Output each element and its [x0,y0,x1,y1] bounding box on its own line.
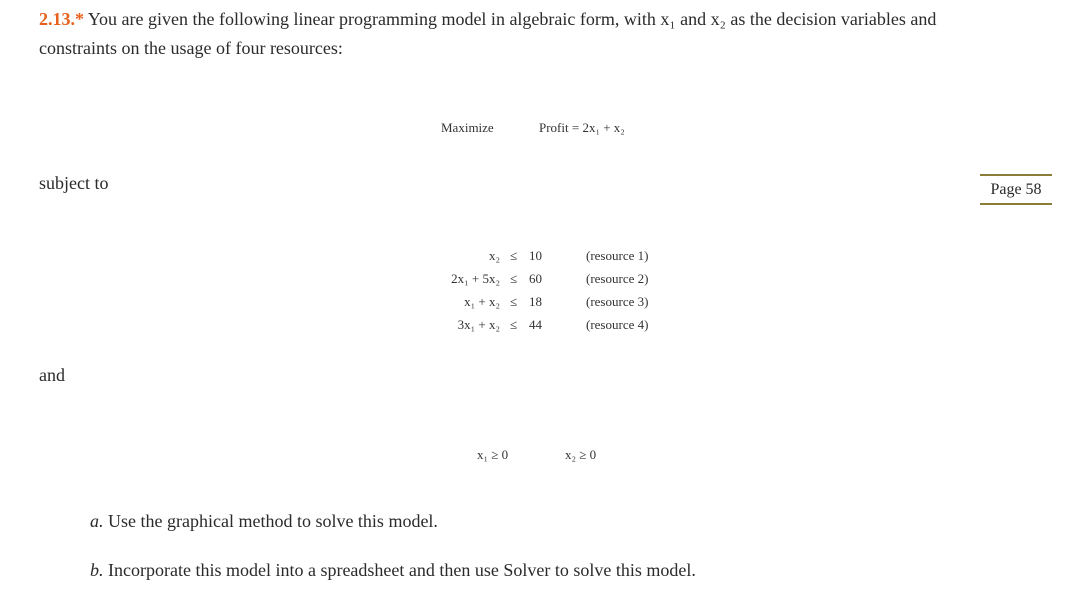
constraint-rhs: 18 [529,294,542,309]
and-label: and [39,365,65,385]
part-b-text: Incorporate this model into a spreadsheet and then use Solver to solve this model. [108,560,696,580]
nonnegativity-x1: x₁ ≥ 0 [477,447,509,462]
part-a [90,511,438,532]
constraint-rhs: 60 [529,271,542,286]
constraint-rhs: 44 [529,317,542,332]
constraint-label: (resource 3) [586,294,649,309]
objective-expression: Profit = 2x₁ + x₂ [539,120,625,135]
constraint-label: (resource 1) [586,248,649,263]
constraint-label: (resource 4) [586,317,649,332]
part-a-letter: a. [90,511,104,531]
constraint-lhs: 2x₁ + 5x₂ [451,271,500,286]
constraint-op: ≤ [510,294,518,309]
objective-keyword: Maximize [441,120,494,135]
problem-text: You are given the following linear programming model in algebraic form, with x₁ and x₂ as the decision variables and [87,9,937,29]
subject-to-label: subject to [39,173,109,193]
constraint-op: ≤ [510,271,518,286]
nonnegativity-x2: x₂ ≥ 0 [565,447,597,462]
constraint-lhs: 3x₁ + x₂ [457,317,500,332]
page-number-marker: Page 58 [980,174,1052,205]
problem-statement-line1 [39,9,936,30]
constraint-rhs: 10 [529,248,542,263]
problem-statement-line2: constraints on the usage of four resources: [39,38,343,58]
constraint-lhs: x₁ + x₂ [464,294,500,309]
constraint-label: (resource 2) [586,271,649,286]
problem-number: 2.13.* [39,9,84,29]
constraint-op: ≤ [510,248,518,263]
part-a-text: Use the graphical method to solve this model. [108,511,438,531]
part-b-letter: b. [90,560,104,580]
constraint-lhs: x₂ [488,248,500,263]
part-b [90,560,696,581]
constraint-op: ≤ [510,317,518,332]
